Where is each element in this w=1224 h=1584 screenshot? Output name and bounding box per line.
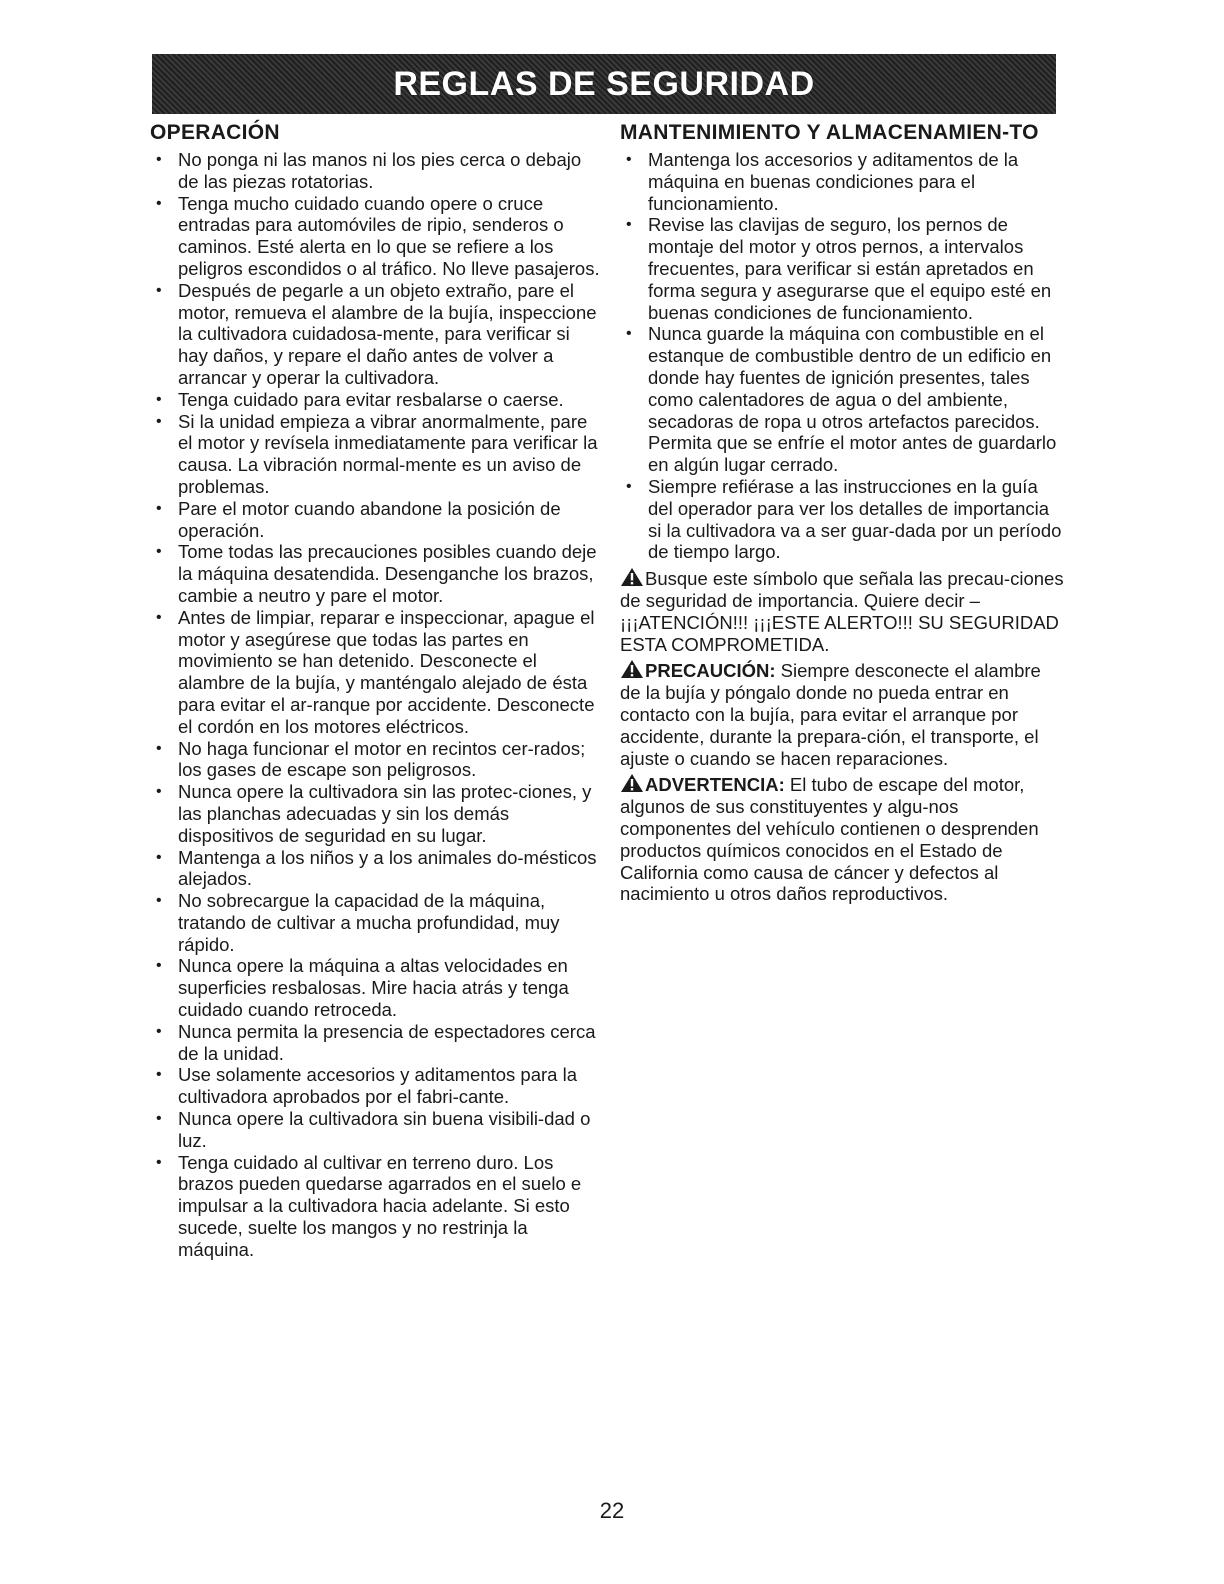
list-item: • Pare el motor cuando abandone la posición de operación.	[150, 498, 600, 542]
list-item: • Nunca opere la máquina a altas velocidades en superficies resbalosas. Mire hacia atrás y tenga cuidado cuando retroceda.	[150, 955, 600, 1020]
operation-heading: OPERACIÓN	[150, 121, 280, 144]
list-item: • Nunca opere la cultivadora sin las protec-ciones, y las planchas adecuadas y sin los demás dispositivos de seguridad en su lugar.	[150, 781, 600, 846]
list-item: • Mantenga los accesorios y aditamentos de la máquina en buenas condiciones para el funcionamiento.	[620, 149, 1065, 214]
list-item: • Siempre refiérase a las instrucciones en la guía del operador para ver los detalles de importancia si la cultivadora va a ser guar-dada por un período de tiempo largo.	[620, 476, 1065, 563]
list-item: • No ponga ni las manos ni los pies cerca o debajo de las piezas rotatorias.	[150, 149, 600, 193]
list-item: • Revise las clavijas de seguro, los pernos de montaje del motor y otros pernos, a intervalos frecuentes, para verificar si están apretados en forma segura y asegurarse que el equipo esté en buenas condiciones de funcionamiento.	[620, 214, 1065, 323]
warning-triangle-icon	[620, 773, 644, 793]
warning-triangle-icon	[620, 567, 644, 587]
list-item: • Tenga cuidado para evitar resbalarse o caerse.	[150, 389, 600, 411]
caution-notice	[620, 659, 1065, 769]
page-number: 22	[599, 1498, 625, 1523]
list-item: • Tome todas las precauciones posibles cuando deje la máquina desatendida. Desenganche los brazos, cambie a neutro y pare el motor.	[150, 541, 600, 606]
list-item: • Antes de limpiar, reparar e inspeccionar, apague el motor y asegúrese que todas las partes en movimiento se han detenido. Desconecte el alambre de la bujía, y manténgalo alejado de ésta para evitar el ar-ranque por accidente. Desconecte el cordón en los motores eléctricos.	[150, 607, 600, 738]
caution-label: PRECAUCIÓN:	[645, 660, 776, 682]
list-item: • No sobrecargue la capacidad de la máquina, tratando de cultivar a mucha profundidad, muy rápido.	[150, 890, 600, 955]
maintenance-heading: MANTENIMIENTO Y ALMACENAMIEN-TO	[620, 121, 1039, 144]
list-item: • Use solamente accesorios y aditamentos para la cultivadora aprobados por el fabri-cante.	[150, 1064, 600, 1108]
maintenance-list	[620, 149, 1065, 563]
warning-text: El tubo de escape del motor, algunos de sus constituyentes y algu-nos componentes del vehículo contienen o desprenden productos químicos conocidos en el Estado de California como causa de cáncer y defectos al nacimiento u otros daños reproductivos.	[620, 774, 1039, 905]
list-item: • Mantenga a los niños y a los animales do-mésticos alejados.	[150, 847, 600, 891]
symbol-note-text: Busque este símbolo que señala las precau-ciones de seguridad de importancia. Quiere decir – ¡¡¡ATENCIÓN!!! ¡¡¡ESTE ALERTO!!! SU SEGURIDAD ESTA COMPROMETIDA.	[620, 568, 1064, 655]
operation-list	[150, 149, 600, 1261]
warning-label: ADVERTENCIA:	[645, 774, 785, 796]
warning-triangle-icon	[620, 659, 644, 679]
symbol-note	[620, 567, 1065, 655]
section-banner	[152, 54, 1056, 114]
list-item: • Nunca guarde la máquina con combustible en el estanque de combustible dentro de un edificio en donde hay fuentes de ignición presentes, tales como calentadores de agua o del ambiente, secadoras de ropa u otros artefactos parecidos. Permita que se enfríe el motor antes de guardarlo en algún lugar cerrado.	[620, 323, 1065, 476]
list-item: • Nunca opere la cultivadora sin buena visibili-dad o luz.	[150, 1108, 600, 1152]
maintenance-column	[620, 120, 1065, 905]
caution-text: Siempre desconecte el alambre de la bujía y póngalo donde no pueda entrar en contacto con la bujía, para evitar el arranque por accidente, durante la prepara-ción, el transporte, el ajuste o cuando se hacen reparaciones.	[620, 660, 1041, 769]
list-item: • Nunca permita la presencia de espectadores cerca de la unidad.	[150, 1021, 600, 1065]
list-item: • Si la unidad empieza a vibrar anormalmente, pare el motor y revísela inmediatamente para verificar la causa. La vibración normal-mente es un aviso de problemas.	[150, 411, 600, 498]
banner-title: REGLAS DE SEGURIDAD	[393, 64, 815, 103]
warning-notice	[620, 773, 1065, 905]
operation-column	[150, 120, 600, 1261]
list-item: • Tenga cuidado al cultivar en terreno duro. Los brazos pueden quedarse agarrados en el suelo e impulsar a la cultivadora hacia adelante. Si esto sucede, suelte los mangos y no restrinja la máquina.	[150, 1152, 600, 1261]
list-item: • Después de pegarle a un objeto extraño, pare el motor, remueva el alambre de la bujía, inspeccione la cultivadora cuidadosa-mente, para verificar si hay daños, y repare el daño antes de volver a arrancar y operar la cultivadora.	[150, 280, 600, 389]
list-item: • Tenga mucho cuidado cuando opere o cruce entradas para automóviles de ripio, senderos o caminos. Esté alerta en lo que se refiere a los peligros escondidos o al tráfico. No lleve pasajeros.	[150, 193, 600, 280]
list-item: • No haga funcionar el motor en recintos cer-rados; los gases de escape son peligrosos.	[150, 738, 600, 782]
